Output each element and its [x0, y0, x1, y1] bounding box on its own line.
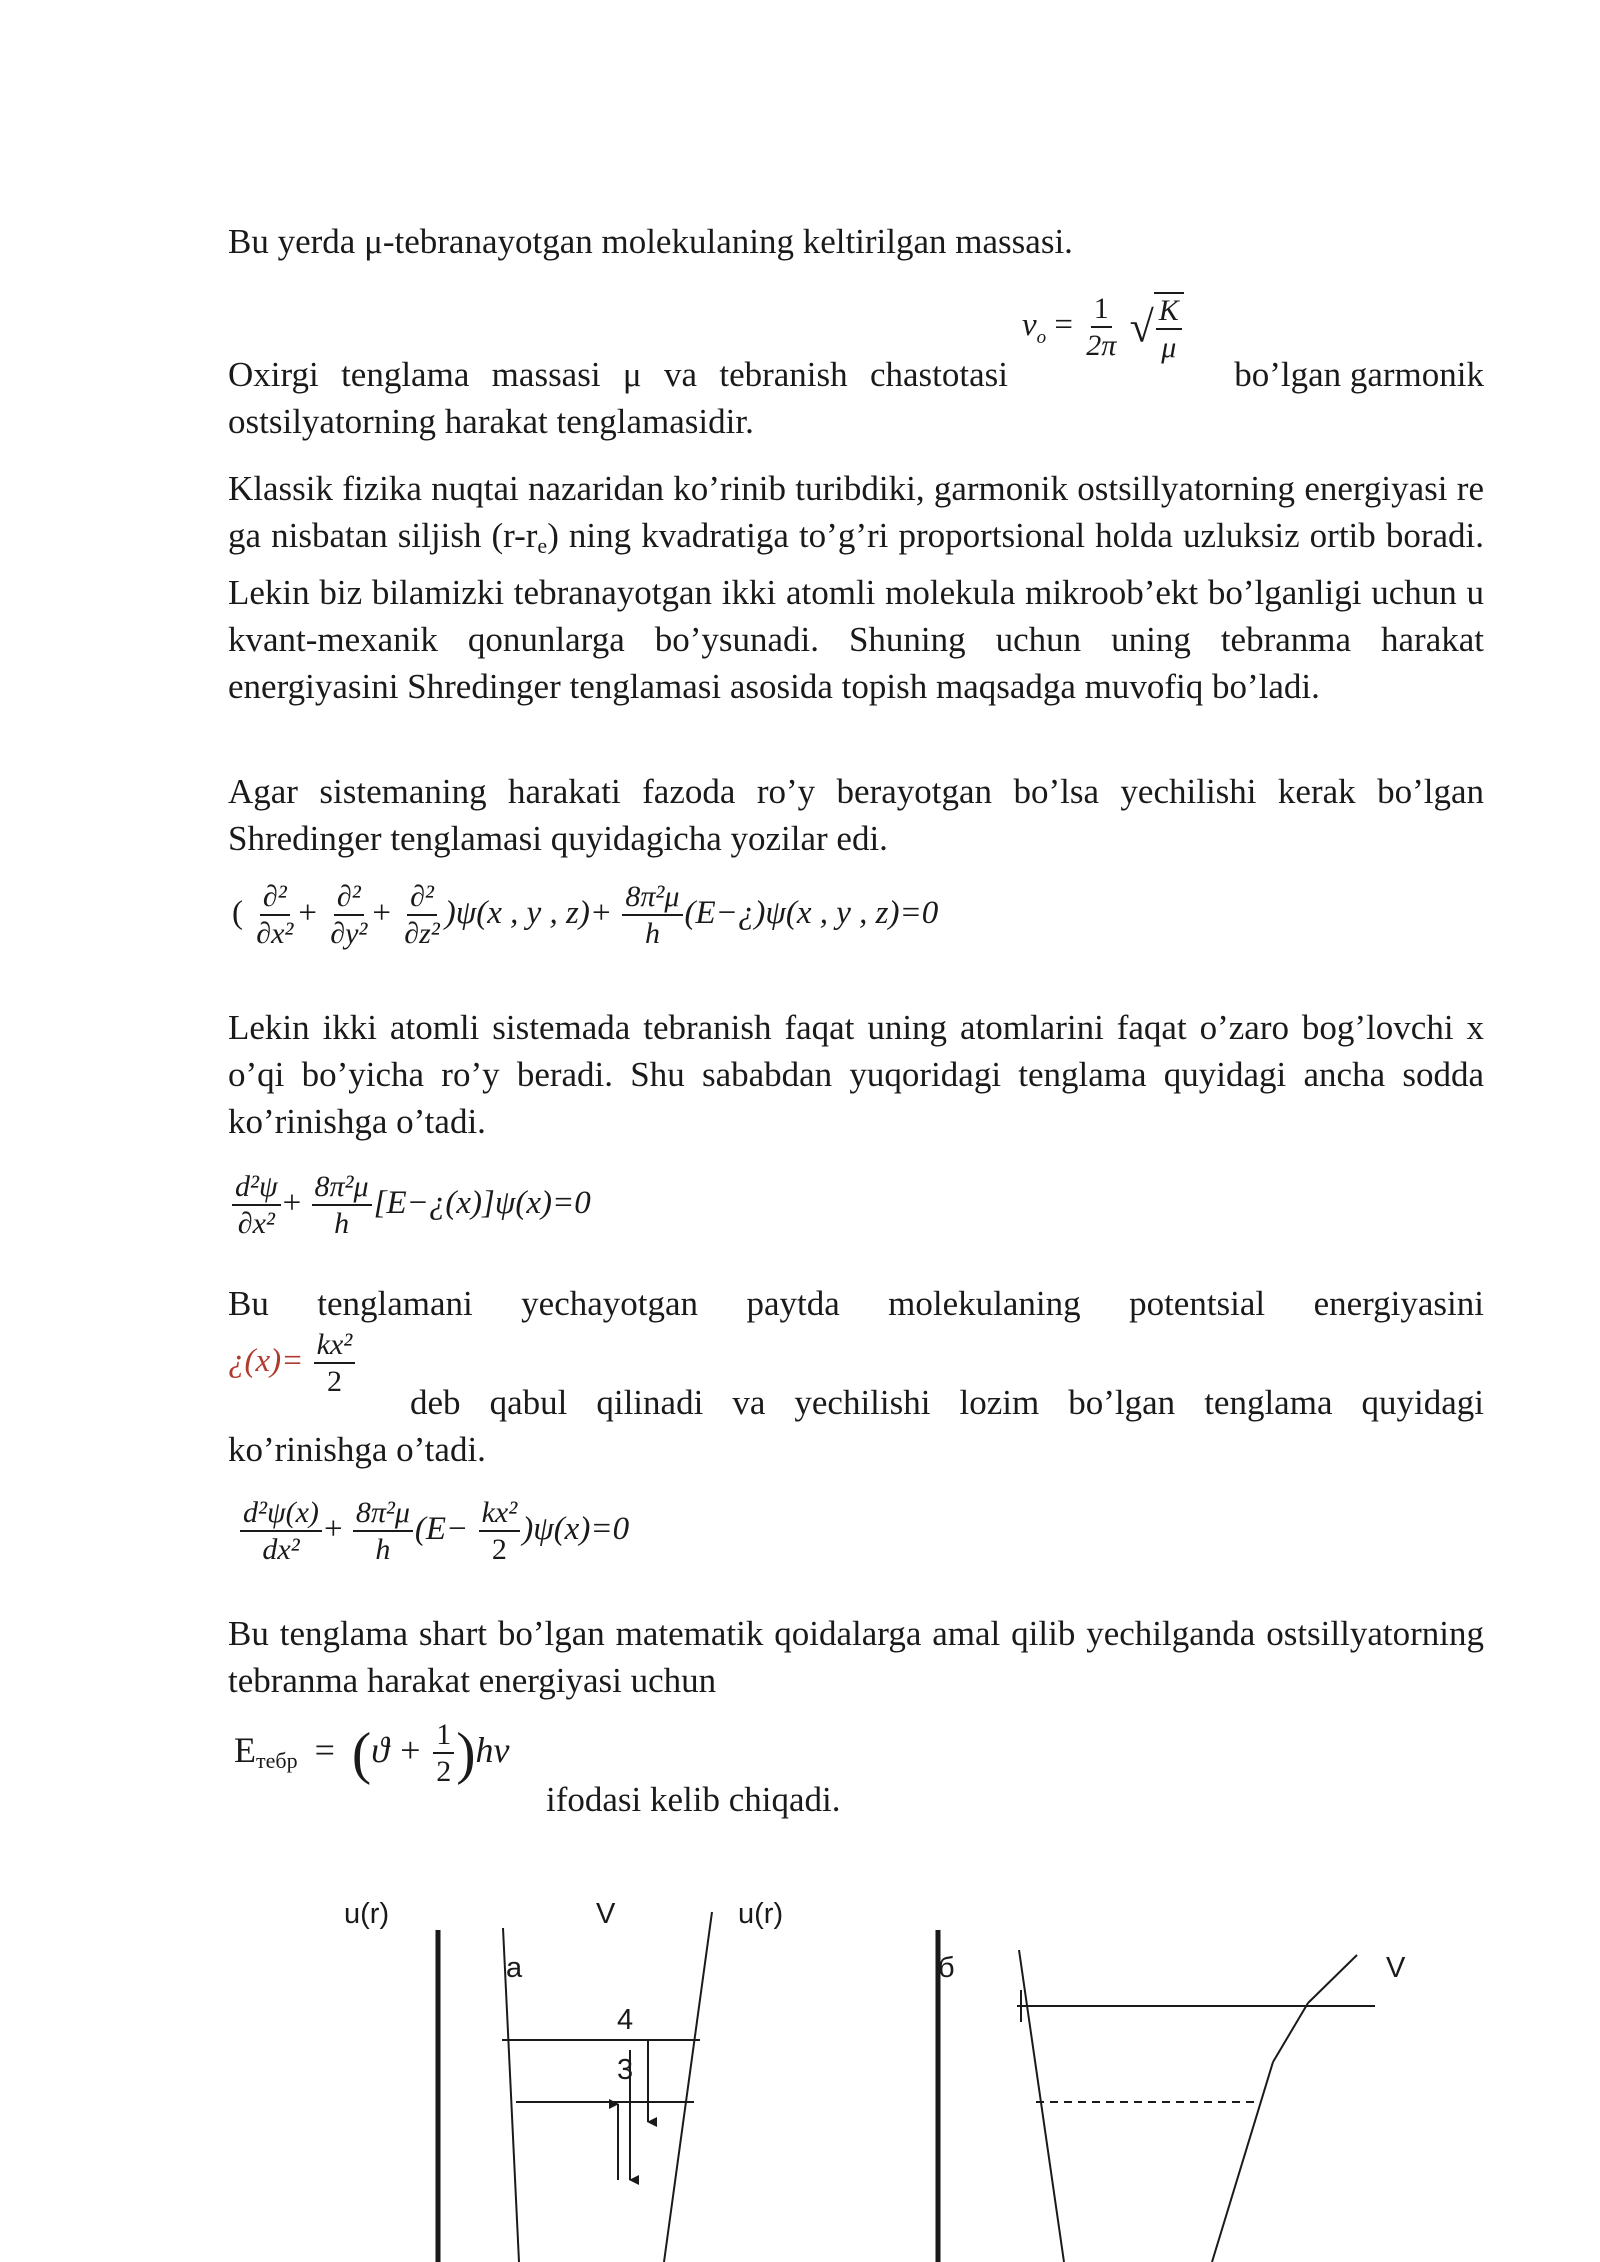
equation-oscillator: $\frac{\text{d²ψ(x)}}{\text{dx²}}$ + $\frac{\text{8π²μ}}{h}$ (E− $\frac{\text{kx²}}{2}$ )ψ(x)=0 [238, 1498, 629, 1565]
paragraph-accepted-line2: ko’rinishga o’tadi. [228, 1430, 486, 1469]
label-a: a [506, 1952, 523, 1984]
paragraph-schrodinger-3d: Agar sistemaning harakati fazoda ro’y berayotgan bo’lsa yechilishi kerak bo’lgan Shredinger tenglamasi quyidagicha yozilar edi. [228, 772, 1484, 858]
well-right-wall [664, 1912, 712, 2262]
label-level-3: 3 [617, 2054, 634, 2086]
paragraph-frequency-line2: ostsilyatorning harakat tenglamasidir. [228, 402, 754, 441]
paragraph-potential: Bu tenglamani yechayotgan paytda molekulaning potentsial energiyasini [228, 1284, 1484, 1323]
equation-schrodinger-1d: $\frac{\text{d²ψ}}{\text{∂x²}}$ + $\frac{\text{8π²μ}}{h}$ [E−¿(x)]ψ(x)=0 [230, 1172, 591, 1239]
label-b: б [938, 1952, 955, 1984]
label-u-left: u(r) [344, 1898, 390, 1930]
paragraph-frequency-end: bo’lgan garmonik [1234, 355, 1484, 394]
paragraph-frequency-start: Oxirgi tenglama massasi μ va tebranish chastotasi [228, 355, 1008, 394]
formula-frequency: $\nu_o$ = $\frac{1}{2\pi}$ √ $\frac{K}{\mu}$ [1022, 292, 1184, 363]
paragraph-reduced-mass: Bu yerda μ-tebranayotgan molekulaning keltirilgan massasi. [228, 222, 1073, 261]
formula-potential: ¿(x)= $\frac{\text{kx²}}{2}$ [228, 1330, 357, 1397]
label-u-right: u(r) [738, 1898, 784, 1930]
paragraph-accepted: deb qabul qilinadi va yechilishi lozim bo’lgan tenglama quyidagi [410, 1383, 1484, 1422]
label-v-mid: V [596, 1898, 616, 1930]
label-v-right: V [1386, 1952, 1406, 1984]
paragraph-classical: Klassik fizika nuqtai nazaridan ko’rinib turibdiki, garmonik ostsillyatorning energiyasi re ga nisbatan siljish $(r-r_e)$ ning kvadratiga to’g’ri proportsional holda uzluksiz ortib boradi. Lekin biz bilamizki tebranayotgan ikki atomli molekula mikroob’ekt bo’lganligi uchun u kvant-mexanik qonunlarga bo’ysunadi. Shuning uchun uning tebranma harakat energiyasini Shredinger tenglamasi asosida topish maqsadga muvofiq bo’ladi. [228, 469, 1484, 706]
formula-vibrational-energy: Eтебр = (ϑ + $\frac{1}{2}$ )hν [234, 1718, 510, 1788]
morse-right-upper [1273, 2003, 1308, 2062]
equation-schrodinger-3d: ( $\frac{\text{∂²}}{\text{∂x²}}$ + $\frac{\text{∂²}}{\text{∂y²}}$ + $\frac{\text{∂²}}{\text{∂z²}}$ )ψ(x , y , z)+ $\frac{\text{8π²μ}}{h}$ (E−¿)ψ(x , y , z)=0 [232, 880, 939, 950]
morse-asymptote [1308, 1955, 1357, 2003]
morse-left-wall [1019, 1950, 1064, 2262]
paragraph-solution: Bu tenglama shart bo’lgan matematik qoidalarga amal qilib yechilganda ostsillyatorning tebranma harakat energiyasi uchun [228, 1614, 1484, 1700]
paragraph-one-dimension: Lekin ikki atomli sistemada tebranish faqat uning atomlarini faqat o’zaro bog’lovchi x o’qi bo’yicha ro’y beradi. Shu sababdan yuqoridagi tenglama quyidagi ancha sodda ko’rinishga o’tadi. [228, 1008, 1484, 1141]
label-level-4: 4 [617, 2004, 634, 2036]
paragraph-result: ifodasi kelib chiqadi. [546, 1780, 841, 1819]
morse-right-lower [1212, 2062, 1273, 2262]
